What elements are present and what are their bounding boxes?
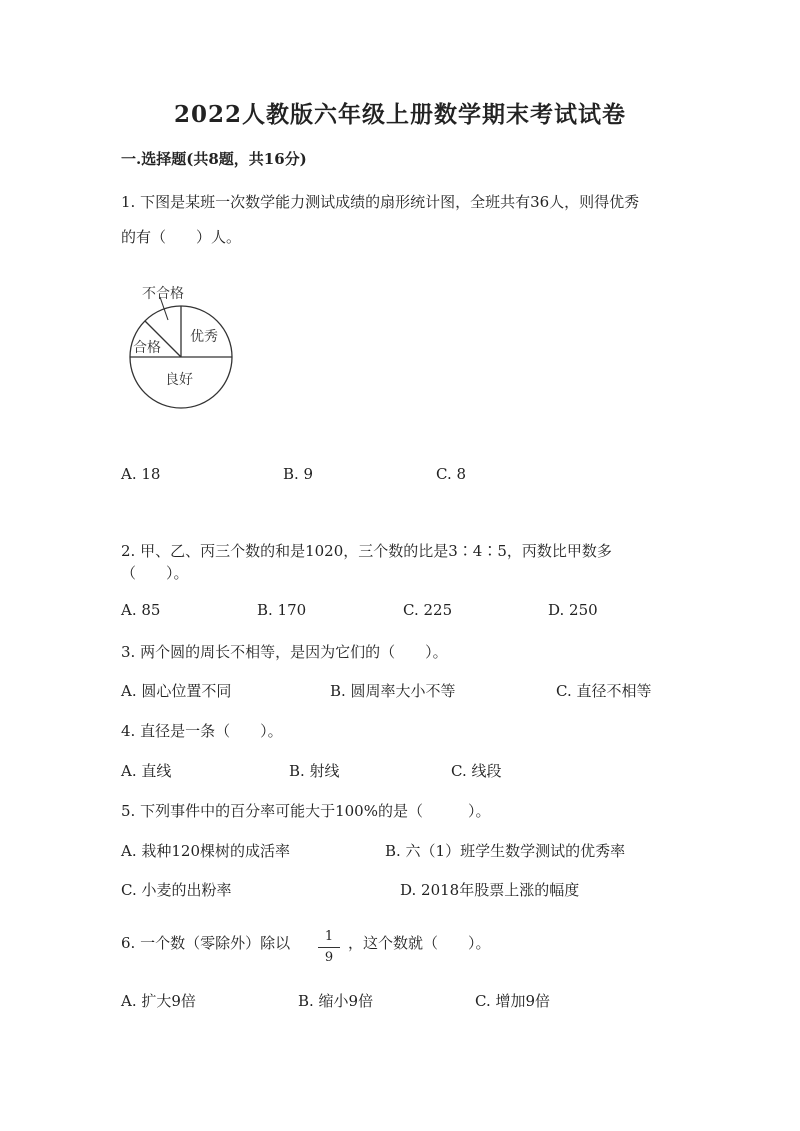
question-2-option-a: A. 85 <box>121 601 161 619</box>
question-3-option-c: C. 直径不相等 <box>556 682 652 700</box>
question-2-line-1: 2. 甲、乙、丙三个数的和是1020，三个数的比是3∶4∶5，丙数比甲数多 <box>121 542 612 560</box>
question-4-text: 4. 直径是一条（ ）。 <box>121 722 283 740</box>
question-6-option-c: C. 增加9倍 <box>475 992 551 1010</box>
fraction-denominator: 9 <box>324 950 334 965</box>
question-1-line-2: 的有（ ）人。 <box>121 228 242 246</box>
question-5-option-d: D. 2018年股票上涨的幅度 <box>400 881 580 899</box>
question-5-option-c: C. 小麦的出粉率 <box>121 881 232 899</box>
page-title: 2022人教版六年级上册数学期末考试试卷 <box>173 101 626 128</box>
pie-chart-figure <box>125 280 240 410</box>
question-4-option-b: B. 射线 <box>289 762 340 780</box>
fraction-bar <box>318 947 340 948</box>
question-4-option-a: A. 直线 <box>121 762 172 780</box>
question-6-text-before: 6. 一个数（零除外）除以 <box>121 934 291 952</box>
question-1-option-b: B. 9 <box>283 465 314 483</box>
pie-label-bugege: 不合格 <box>142 286 184 302</box>
question-1-option-a: A. 18 <box>121 465 161 483</box>
pie-label-hege: 合格 <box>133 340 161 356</box>
question-2-option-d: D. 250 <box>548 601 598 619</box>
question-1-option-c: C. 8 <box>436 465 467 483</box>
question-5-option-a: A. 栽种120棵树的成活率 <box>121 842 290 860</box>
question-6-text-after: ，这个数就（ ）。 <box>348 934 491 952</box>
fraction-one-ninth <box>318 928 340 967</box>
question-5-text: 5. 下列事件中的百分率可能大于100%的是（ ）。 <box>121 802 491 820</box>
fraction-numerator: 1 <box>324 929 334 944</box>
pie-label-youxiu: 优秀 <box>190 329 218 345</box>
question-6-option-b: B. 缩小9倍 <box>298 992 374 1010</box>
question-4-option-c: C. 线段 <box>451 762 502 780</box>
question-3-text: 3. 两个圆的周长不相等，是因为它们的（ ）。 <box>121 643 448 661</box>
question-5-option-b: B. 六（1）班学生数学测试的优秀率 <box>385 842 626 860</box>
question-2-line-2: （ ）。 <box>121 564 189 582</box>
question-2-option-c: C. 225 <box>403 601 453 619</box>
question-3-option-b: B. 圆周率大小不等 <box>330 682 456 700</box>
question-6-option-a: A. 扩大9倍 <box>121 992 196 1010</box>
pie-label-lianghao: 良好 <box>165 372 193 388</box>
question-3-option-a: A. 圆心位置不同 <box>121 682 232 700</box>
question-1-line-1: 1. 下图是某班一次数学能力测试成绩的扇形统计图，全班共有36人，则得优秀 <box>121 193 640 211</box>
question-2-option-b: B. 170 <box>257 601 307 619</box>
section-heading: 一.选择题(共8题，共16分) <box>121 150 307 168</box>
